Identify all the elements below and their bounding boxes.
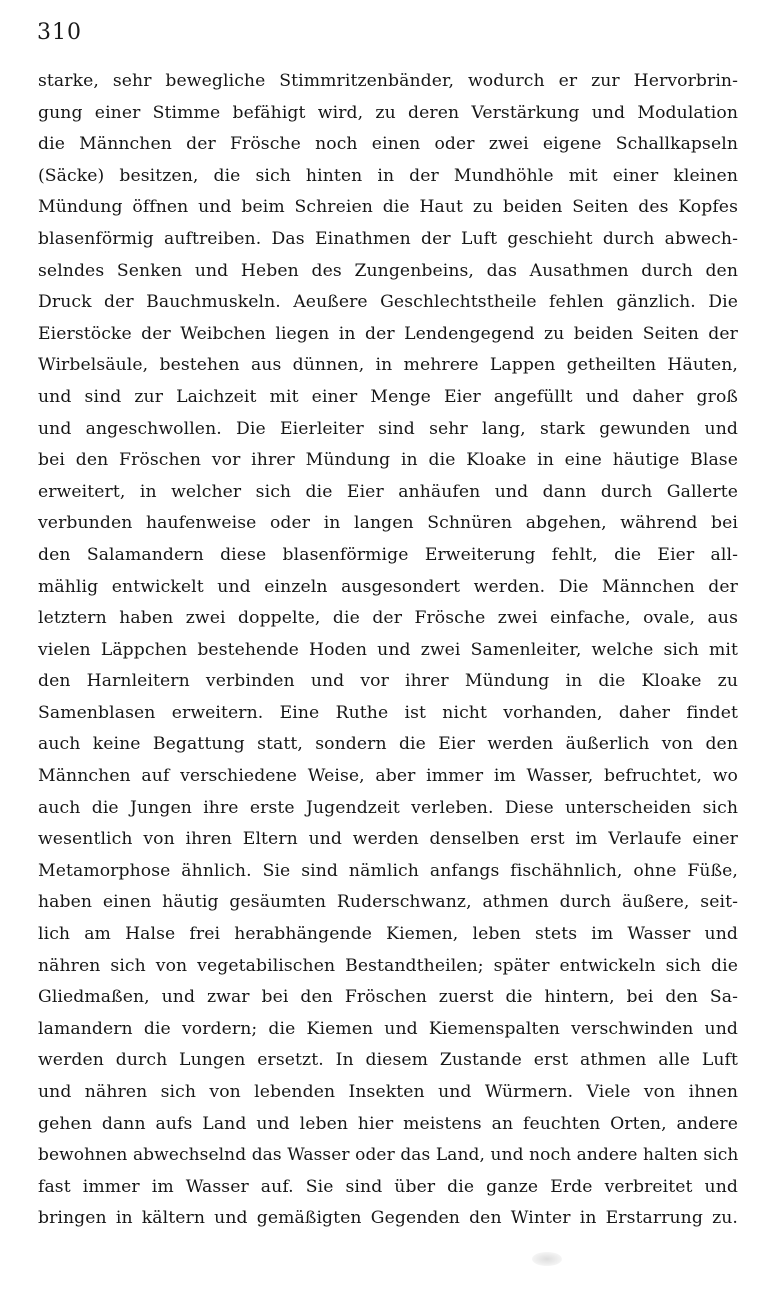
text-line-8: Druck der Bauchmuskeln. Aeußere Geschlechtstheile fehlen gänzlich. Die — [38, 292, 738, 313]
text-line-4: (Säcke) besitzen, die sich hinten in der Mundhöhle mit einer kleinen — [38, 165, 738, 186]
text-line-15: verbunden haufenweise oder in langen Schnüren abgehen, während bei — [38, 513, 738, 534]
text-line-19: vielen Läppchen bestehende Hoden und zwei Samenleiter, welche sich mit — [38, 639, 738, 660]
text-line-13: bei den Fröschen vor ihrer Mündung in die Kloake in eine häutige Blase — [38, 450, 738, 471]
text-line-16: den Salamandern diese blasenförmige Erweiterung fehlt, die Eier all- — [38, 544, 738, 565]
text-line-7: selndes Senken und Heben des Zungenbeins, das Ausathmen durch den — [38, 260, 738, 281]
text-line-30: Gliedmaßen, und zwar bei den Fröschen zuerst die hintern, bei den Sa- — [38, 987, 738, 1008]
text-line-31: lamandern die vordern; die Kiemen und Kiemenspalten verschwinden und — [38, 1018, 738, 1039]
text-line-17: mählig entwickelt und einzeln ausgesondert werden. Die Männchen der — [38, 576, 738, 597]
text-line-26: Metamorphose ähnlich. Sie sind nämlich anfangs fischähnlich, ohne Füße, — [38, 860, 738, 881]
text-line-33: und nähren sich von lebenden Insekten und Würmern. Viele von ihnen — [38, 1082, 738, 1102]
text-line-9: Eierstöcke der Weibchen liegen in der Lendengegend zu beiden Seiten der — [38, 323, 738, 344]
text-line-32: werden durch Lungen ersetzt. In diesem Zustande erst athmen alle Luft — [38, 1050, 738, 1071]
body-text — [38, 66, 738, 1235]
text-line-25: wesentlich von ihren Eltern und werden denselben erst im Verlaufe einer — [38, 829, 738, 850]
text-line-20: den Harnleitern verbinden und vor ihrer Mündung in die Kloake zu — [38, 671, 738, 692]
text-line-27: haben einen häutig gesäumten Ruderschwanz, athmen durch äußere, seit- — [38, 892, 738, 913]
text-line-3: die Männchen der Frösche noch einen oder zwei eigene Schallkapseln — [38, 134, 738, 155]
text-line-18: letztern haben zwei doppelte, die der Frösche zwei einfache, ovale, aus — [38, 608, 738, 629]
text-line-5: Mündung öffnen und beim Schreien die Haut zu beiden Seiten des Kopfes — [38, 197, 738, 218]
text-line-14: erweitert, in welcher sich die Eier anhäufen und dann durch Gallerte — [38, 481, 738, 502]
text-line-35: bewohnen abwechselnd das Wasser oder das Land, und noch andere halten sich — [38, 1145, 739, 1166]
text-line-1: starke, sehr bewegliche Stimmritzenbänder, wodurch er zur Hervorbrin- — [38, 71, 738, 91]
text-line-21: Samenblasen erweitern. Eine Ruthe ist nicht vorhanden, daher findet — [38, 702, 738, 723]
text-line-36: fast immer im Wasser auf. Sie sind über die ganze Erde verbreitet und — [38, 1176, 738, 1197]
text-line-11: und sind zur Laichzeit mit einer Menge Eier angefüllt und daher groß — [38, 386, 738, 407]
page-number: 310 — [37, 20, 82, 45]
text-line-24: auch die Jungen ihre erste Jugendzeit verleben. Diese unterscheiden sich — [38, 797, 738, 818]
ink-smudge — [532, 1252, 562, 1266]
text-line-34: gehen dann aufs Land und leben hier meistens an feuchten Orten, andere — [38, 1113, 738, 1134]
text-line-28: lich am Halse frei herabhängende Kiemen, leben stets im Wasser und — [38, 924, 738, 945]
text-line-10: Wirbelsäule, bestehen aus dünnen, in mehrere Lappen getheilten Häuten, — [38, 355, 738, 376]
text-line-22: auch keine Begattung statt, sondern die Eier werden äußerlich von den — [38, 734, 738, 755]
text-line-2: gung einer Stimme befähigt wird, zu deren Verstärkung und Modulation — [38, 102, 738, 123]
text-line-23: Männchen auf verschiedene Weise, aber immer im Wasser, befruchtet, wo — [38, 766, 738, 787]
text-line-29: nähren sich von vegetabilischen Bestandtheilen; später entwickeln sich die — [38, 955, 738, 976]
text-line-37: bringen in kältern und gemäßigten Gegenden den Winter in Erstarrung zu. — [38, 1208, 738, 1229]
text-line-12: und angeschwollen. Die Eierleiter sind sehr lang, stark gewunden und — [38, 418, 738, 439]
text-line-6: blasenförmig auftreiben. Das Einathmen der Luft geschieht durch abwech- — [38, 228, 738, 249]
